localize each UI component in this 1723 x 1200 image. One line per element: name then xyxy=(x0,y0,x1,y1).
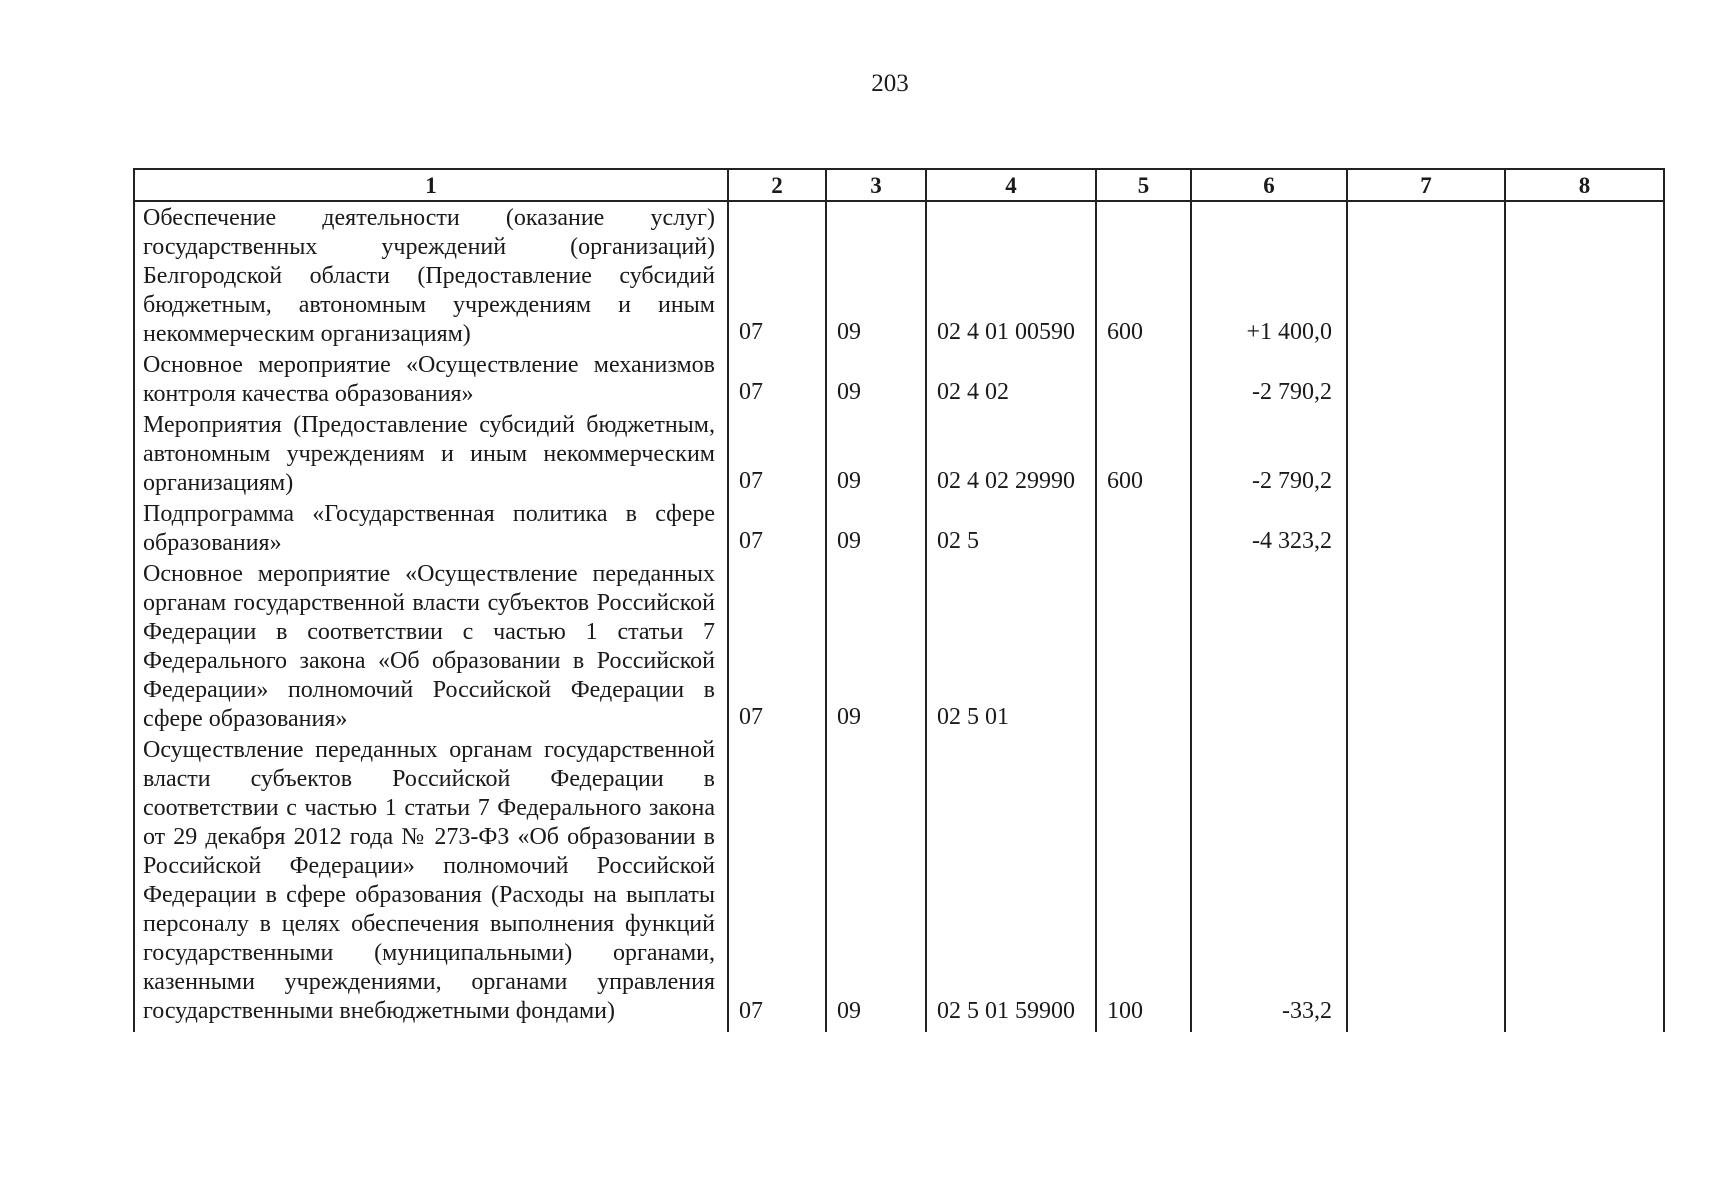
row-amount xyxy=(1191,558,1347,734)
row-col7 xyxy=(1347,734,1505,1032)
row-col7 xyxy=(1347,409,1505,498)
row-name: Подпрограмма «Государственная политика в сфере образования» xyxy=(134,498,728,558)
row-section: 07 xyxy=(728,201,826,349)
row-col8 xyxy=(1505,734,1664,1032)
row-name: Мероприятия (Предоставление субсидий бюджетным, автономным учреждениям и иным некоммерческим организациям) xyxy=(134,409,728,498)
row-expense-type: 600 xyxy=(1096,201,1191,349)
column-header-3: 3 xyxy=(826,169,926,201)
row-subsection: 09 xyxy=(826,409,926,498)
row-name: Основное мероприятие «Осуществление переданных органам государственной власти субъектов Российской Федерации в соответствии с частью 1 статьи 7 Федерального закона «Об образовании в Российской Федерации» полномочий Российской Федерации в сфере образования» xyxy=(134,558,728,734)
budget-table xyxy=(133,168,1665,1032)
column-header-8: 8 xyxy=(1505,169,1664,201)
page-number: 203 xyxy=(871,70,909,97)
table-row xyxy=(134,349,1664,409)
row-name: Основное мероприятие «Осуществление механизмов контроля качества образования» xyxy=(134,349,728,409)
row-amount: +1 400,0 xyxy=(1191,201,1347,349)
row-target-article: 02 5 01 59900 xyxy=(926,734,1096,1032)
row-amount: -4 323,2 xyxy=(1191,498,1347,558)
column-header-2: 2 xyxy=(728,169,826,201)
column-header-4: 4 xyxy=(926,169,1096,201)
row-name: Осуществление переданных органам государственной власти субъектов Российской Федерации в соответствии с частью 1 статьи 7 Федерального закона от 29 декабря 2012 года № 273-ФЗ «Об образовании в Российской Федерации» полномочий Российской Федерации в сфере образования (Расходы на выплаты персоналу в целях обеспечения выполнения функций государственными (муниципальными) органами, казенными учреждениями, органами управления государственными внебюджетными фондами) xyxy=(134,734,728,1032)
row-amount: -33,2 xyxy=(1191,734,1347,1032)
row-target-article: 02 5 xyxy=(926,498,1096,558)
row-target-article: 02 4 02 xyxy=(926,349,1096,409)
row-col8 xyxy=(1505,558,1664,734)
row-section: 07 xyxy=(728,409,826,498)
row-subsection: 09 xyxy=(826,498,926,558)
row-target-article: 02 4 02 29990 xyxy=(926,409,1096,498)
row-subsection: 09 xyxy=(826,349,926,409)
row-col8 xyxy=(1505,409,1664,498)
table-row xyxy=(134,558,1664,734)
column-header-1: 1 xyxy=(134,169,728,201)
column-header-6: 6 xyxy=(1191,169,1347,201)
row-col7 xyxy=(1347,498,1505,558)
row-section: 07 xyxy=(728,558,826,734)
table-row xyxy=(134,409,1664,498)
row-subsection: 09 xyxy=(826,201,926,349)
row-target-article: 02 4 01 00590 xyxy=(926,201,1096,349)
row-col7 xyxy=(1347,349,1505,409)
row-col7 xyxy=(1347,558,1505,734)
row-section: 07 xyxy=(728,498,826,558)
column-header-5: 5 xyxy=(1096,169,1191,201)
row-expense-type xyxy=(1096,558,1191,734)
row-section: 07 xyxy=(728,349,826,409)
table-row xyxy=(134,498,1664,558)
table-header-row xyxy=(134,169,1664,201)
table-row xyxy=(134,734,1664,1032)
row-name: Обеспечение деятельности (оказание услуг) государственных учреждений (организаций) Белгородской области (Предоставление субсидий бюджетным, автономным учреждениям и иным некоммерческим организациям) xyxy=(134,201,728,349)
row-expense-type: 100 xyxy=(1096,734,1191,1032)
row-target-article: 02 5 01 xyxy=(926,558,1096,734)
row-col8 xyxy=(1505,201,1664,349)
row-expense-type xyxy=(1096,349,1191,409)
table-row xyxy=(134,201,1664,349)
column-header-7: 7 xyxy=(1347,169,1505,201)
row-col8 xyxy=(1505,498,1664,558)
row-expense-type xyxy=(1096,498,1191,558)
row-subsection: 09 xyxy=(826,558,926,734)
row-col7 xyxy=(1347,201,1505,349)
row-section: 07 xyxy=(728,734,826,1032)
row-col8 xyxy=(1505,349,1664,409)
row-amount: -2 790,2 xyxy=(1191,349,1347,409)
row-expense-type: 600 xyxy=(1096,409,1191,498)
row-subsection: 09 xyxy=(826,734,926,1032)
row-amount: -2 790,2 xyxy=(1191,409,1347,498)
